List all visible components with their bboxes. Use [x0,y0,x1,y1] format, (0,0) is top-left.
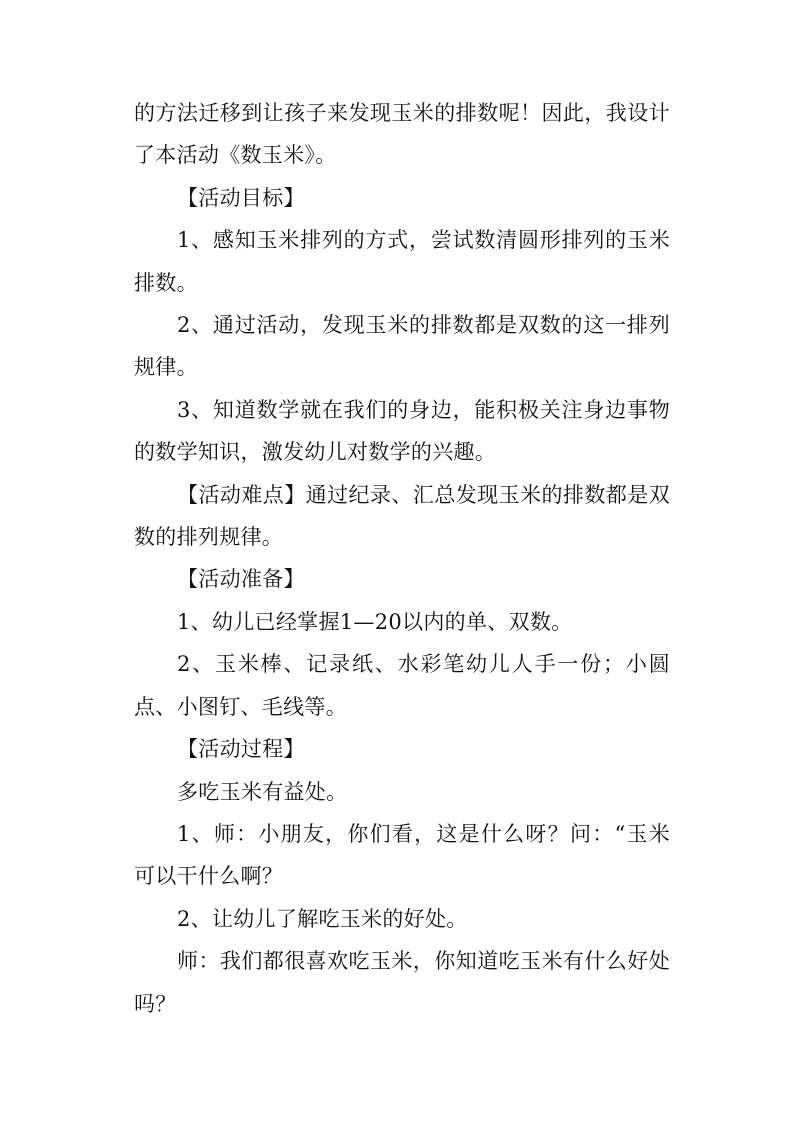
objective-item: 2、通过活动，发现玉米的排数都是双数的这一排列规律。 [134,313,670,380]
document-body [134,92,670,1025]
section-heading-process: 【活动过程】 [177,737,305,762]
preparation-item: 2、玉米棒、记录纸、水彩笔幼儿人手一份；小圆点、小图钉、毛线等。 [134,652,670,719]
section-heading-preparation: 【活动准备】 [177,567,305,592]
objective-item: 3、知道数学就在我们的身边，能积极关注身边事物的数学知识，激发幼儿对数学的兴趣。 [134,397,670,465]
process-paragraph: 师：我们都很喜欢吃玉米，你知道吃玉米有什么好处吗？ [134,949,670,1016]
objective-item: 1、感知玉米排列的方式，尝试数清圆形排列的玉米排数。 [134,228,670,295]
process-paragraph: 1、师：小朋友，你们看，这是什么呀？问：“玉米可以干什么啊？ [134,821,670,889]
paragraph: 的方法迁移到让孩子来发现玉米的排数呢！因此，我设计了本活动《数玉米》。 [134,101,670,168]
process-paragraph: 多吃玉米有益处。 [177,779,348,804]
difficulty-paragraph: 【活动难点】通过纪录、汇总发现玉米的排数都是双数的排列规律。 [134,482,670,550]
section-heading-objectives: 【活动目标】 [177,185,305,210]
process-paragraph: 2、让幼儿了解吃玉米的好处。 [177,906,468,931]
preparation-item: 1、幼儿已经掌握1—20以内的单、双数。 [177,609,573,634]
